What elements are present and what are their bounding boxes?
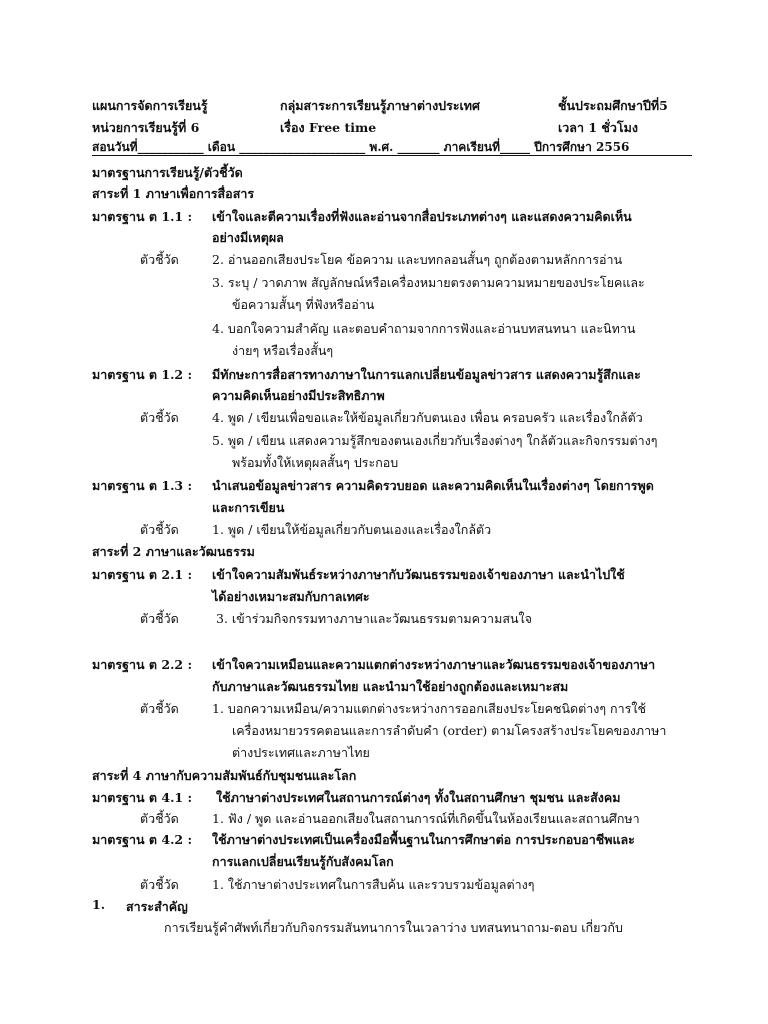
standard-1-2-label: มาตรฐาน ต 1.2 :: [92, 367, 193, 382]
unit-label: หน่วยการเรียนรู้ที่ 6: [92, 120, 200, 135]
indicator-1-2-4: 4. พูด / เขียนเพื่อขอและให้ข้อมูลเกี่ยวกับตนเอง เพื่อน ครอบครัว และเรื่องใกล้ตัว: [212, 410, 643, 425]
indicator-1-2-5: 5. พูด / เขียน แสดงความรู้สึกของตนเองเกี่ยวกับเรื่องต่างๆ ใกล้ตัวและกิจกรรมต่างๆ: [212, 433, 658, 448]
section-1-text: การเรียนรู้คำศัพท์เกี่ยวกับกิจกรรมสันทนาการในเวลาว่าง บทสนทนาถาม-ตอบ เกี่ยวกับ: [164, 920, 623, 935]
standard-2-2-text-cont: กับภาษาและวัฒนธรรมไทย และนำมาใช้อย่างถูกต้องและเหมาะสม: [212, 679, 569, 694]
standard-1-3-text: นำเสนอข้อมูลข่าวสาร ความคิดรวบยอด และความคิดเห็นในเรื่องต่างๆ โดยการพูด: [212, 478, 654, 493]
standard-2-2-text: เข้าใจความเหมือนและความแตกต่างระหว่างภาษาและวัฒนธรรมของเจ้าของภาษา: [212, 657, 656, 672]
standard-4-2-text-cont: การแลกเปลี่ยนเรียนรู้กับสังคมโลก: [212, 854, 394, 869]
indicator-2-2-1-cont2: ต่างประเทศและภาษาไทย: [232, 745, 370, 760]
indicator-1-3-1: 1. พูด / เขียนให้ข้อมูลเกี่ยวกับตนเองและเรื่องใกล้ตัว: [212, 522, 492, 537]
indicator-1-2-5-cont: พร้อมทั้งให้เหตุผลสั้นๆ ประกอบ: [232, 455, 399, 470]
standard-1-2-text-cont: ความคิดเห็นอย่างมีประสิทธิภาพ: [212, 388, 385, 403]
teaching-date-line: สอนวันที่___________ เดือน _____________________ พ.ศ. _______ ภาคเรียนที่_____ ปีการศึกษา 2556: [92, 140, 630, 154]
indicator-label: ตัวชี้วัด: [140, 877, 179, 892]
indicator-2-2-1: 1. บอกความเหมือน/ความแตกต่างระหว่างการออกเสียงประโยคชนิดต่างๆ การใช้: [212, 701, 646, 716]
standard-4-2-text: ใช้ภาษาต่างประเทศเป็นเครื่องมือพื้นฐานในการศึกษาต่อ การประกอบอาชีพและ: [212, 832, 635, 847]
indicator-label: ตัวชี้วัด: [140, 701, 179, 716]
standard-2-1-text-cont: ได้อย่างเหมาะสมกับกาลเทศะ: [212, 589, 370, 604]
standard-1-1-label: มาตรฐาน ต 1.1 :: [92, 209, 193, 224]
time-label: เวลา 1 ชั่วโมง: [558, 120, 638, 135]
indicator-2-1-3: 3. เข้าร่วมกิจกรรมทางภาษาและวัฒนธรรมตามความสนใจ: [216, 611, 532, 626]
indicator-4-1-1: 1. ฟัง / พูด และอ่านออกเสียงในสถานการณ์ที่เกิดขึ้นในห้องเรียนและสถานศึกษา: [212, 811, 640, 826]
standard-1-3-label: มาตรฐาน ต 1.3 :: [92, 478, 193, 493]
indicator-1-1-2: 2. อ่านออกเสียงประโยค ข้อความ และบทกลอนสั้นๆ ถูกต้องตามหลักการอ่าน: [212, 252, 623, 267]
indicator-label: ตัวชี้วัด: [140, 611, 179, 626]
standard-1-2-text: มีทักษะการสื่อสารทางภาษาในการแลกเปลี่ยนข้อมูลข่าวสาร แสดงความรู้สึกและ: [212, 367, 641, 382]
standard-2-2-label: มาตรฐาน ต 2.2 :: [92, 657, 193, 672]
indicator-1-1-3: 3. ระบุ / วาดภาพ สัญลักษณ์หรือเครื่องหมายตรงตามความหมายของประโยคและ: [212, 275, 645, 290]
indicator-1-1-4-cont: ง่ายๆ หรือเรื่องสั้นๆ: [232, 343, 334, 358]
indicator-1-1-4: 4. บอกใจความสำคัญ และตอบคำถามจากการฟังและอ่านบทสนทนา และนิทาน: [212, 321, 636, 336]
section-1-title: สาระสำคัญ: [126, 899, 188, 914]
indicator-label: ตัวชี้วัด: [140, 252, 179, 267]
indicator-2-2-1-cont: เครื่องหมายวรรคตอนและการลำดับคำ (order) ตามโครงสร้างประโยคของภาษา: [232, 723, 667, 738]
header-divider: [92, 155, 692, 156]
strand-4-heading: สาระที่ 4 ภาษากับความสัมพันธ์กับชุมชนและโลก: [92, 768, 357, 783]
standard-2-1-text: เข้าใจความสัมพันธ์ระหว่างภาษากับวัฒนธรรมของเจ้าของภาษา และนำไปใช้: [212, 567, 625, 582]
subject-group: กลุ่มสาระการเรียนรู้ภาษาต่างประเทศ: [280, 98, 480, 113]
standard-1-1-text: เข้าใจและตีความเรื่องที่ฟังและอ่านจากสื่อประเภทต่างๆ และแสดงความคิดเห็น: [212, 209, 632, 224]
strand-1-heading: สาระที่ 1 ภาษาเพื่อการสื่อสาร: [92, 186, 255, 201]
standard-1-3-text-cont: และการเขียน: [212, 500, 285, 515]
standards-heading: มาตรฐานการเรียนรู้/ตัวชี้วัด: [92, 165, 243, 180]
standard-1-1-text-cont: อย่างมีเหตุผล: [212, 230, 284, 245]
indicator-label: ตัวชี้วัด: [140, 811, 179, 826]
indicator-label: ตัวชี้วัด: [140, 522, 179, 537]
standard-4-1-text: ใช้ภาษาต่างประเทศในสถานการณ์ต่างๆ ทั้งในสถานศึกษา ชุมชน และสังคม: [216, 790, 621, 805]
topic-label: เรื่อง Free time: [280, 120, 377, 135]
standard-4-1-label: มาตรฐาน ต 4.1 :: [92, 790, 193, 805]
standard-4-2-label: มาตรฐาน ต 4.2 :: [92, 832, 193, 847]
section-1-number: 1.: [92, 897, 106, 912]
grade-level: ชั้นประถมศึกษาปีที่5: [558, 98, 668, 113]
plan-title: แผนการจัดการเรียนรู้: [92, 98, 208, 113]
strand-2-heading: สาระที่ 2 ภาษาและวัฒนธรรม: [92, 544, 255, 559]
indicator-label: ตัวชี้วัด: [140, 410, 179, 425]
indicator-4-2-1: 1. ใช้ภาษาต่างประเทศในการสืบค้น และรวบรวมข้อมูลต่างๆ: [212, 877, 535, 892]
indicator-1-1-3-cont: ข้อความสั้นๆ ที่ฟังหรืออ่าน: [232, 297, 375, 312]
standard-2-1-label: มาตรฐาน ต 2.1 :: [92, 567, 193, 582]
